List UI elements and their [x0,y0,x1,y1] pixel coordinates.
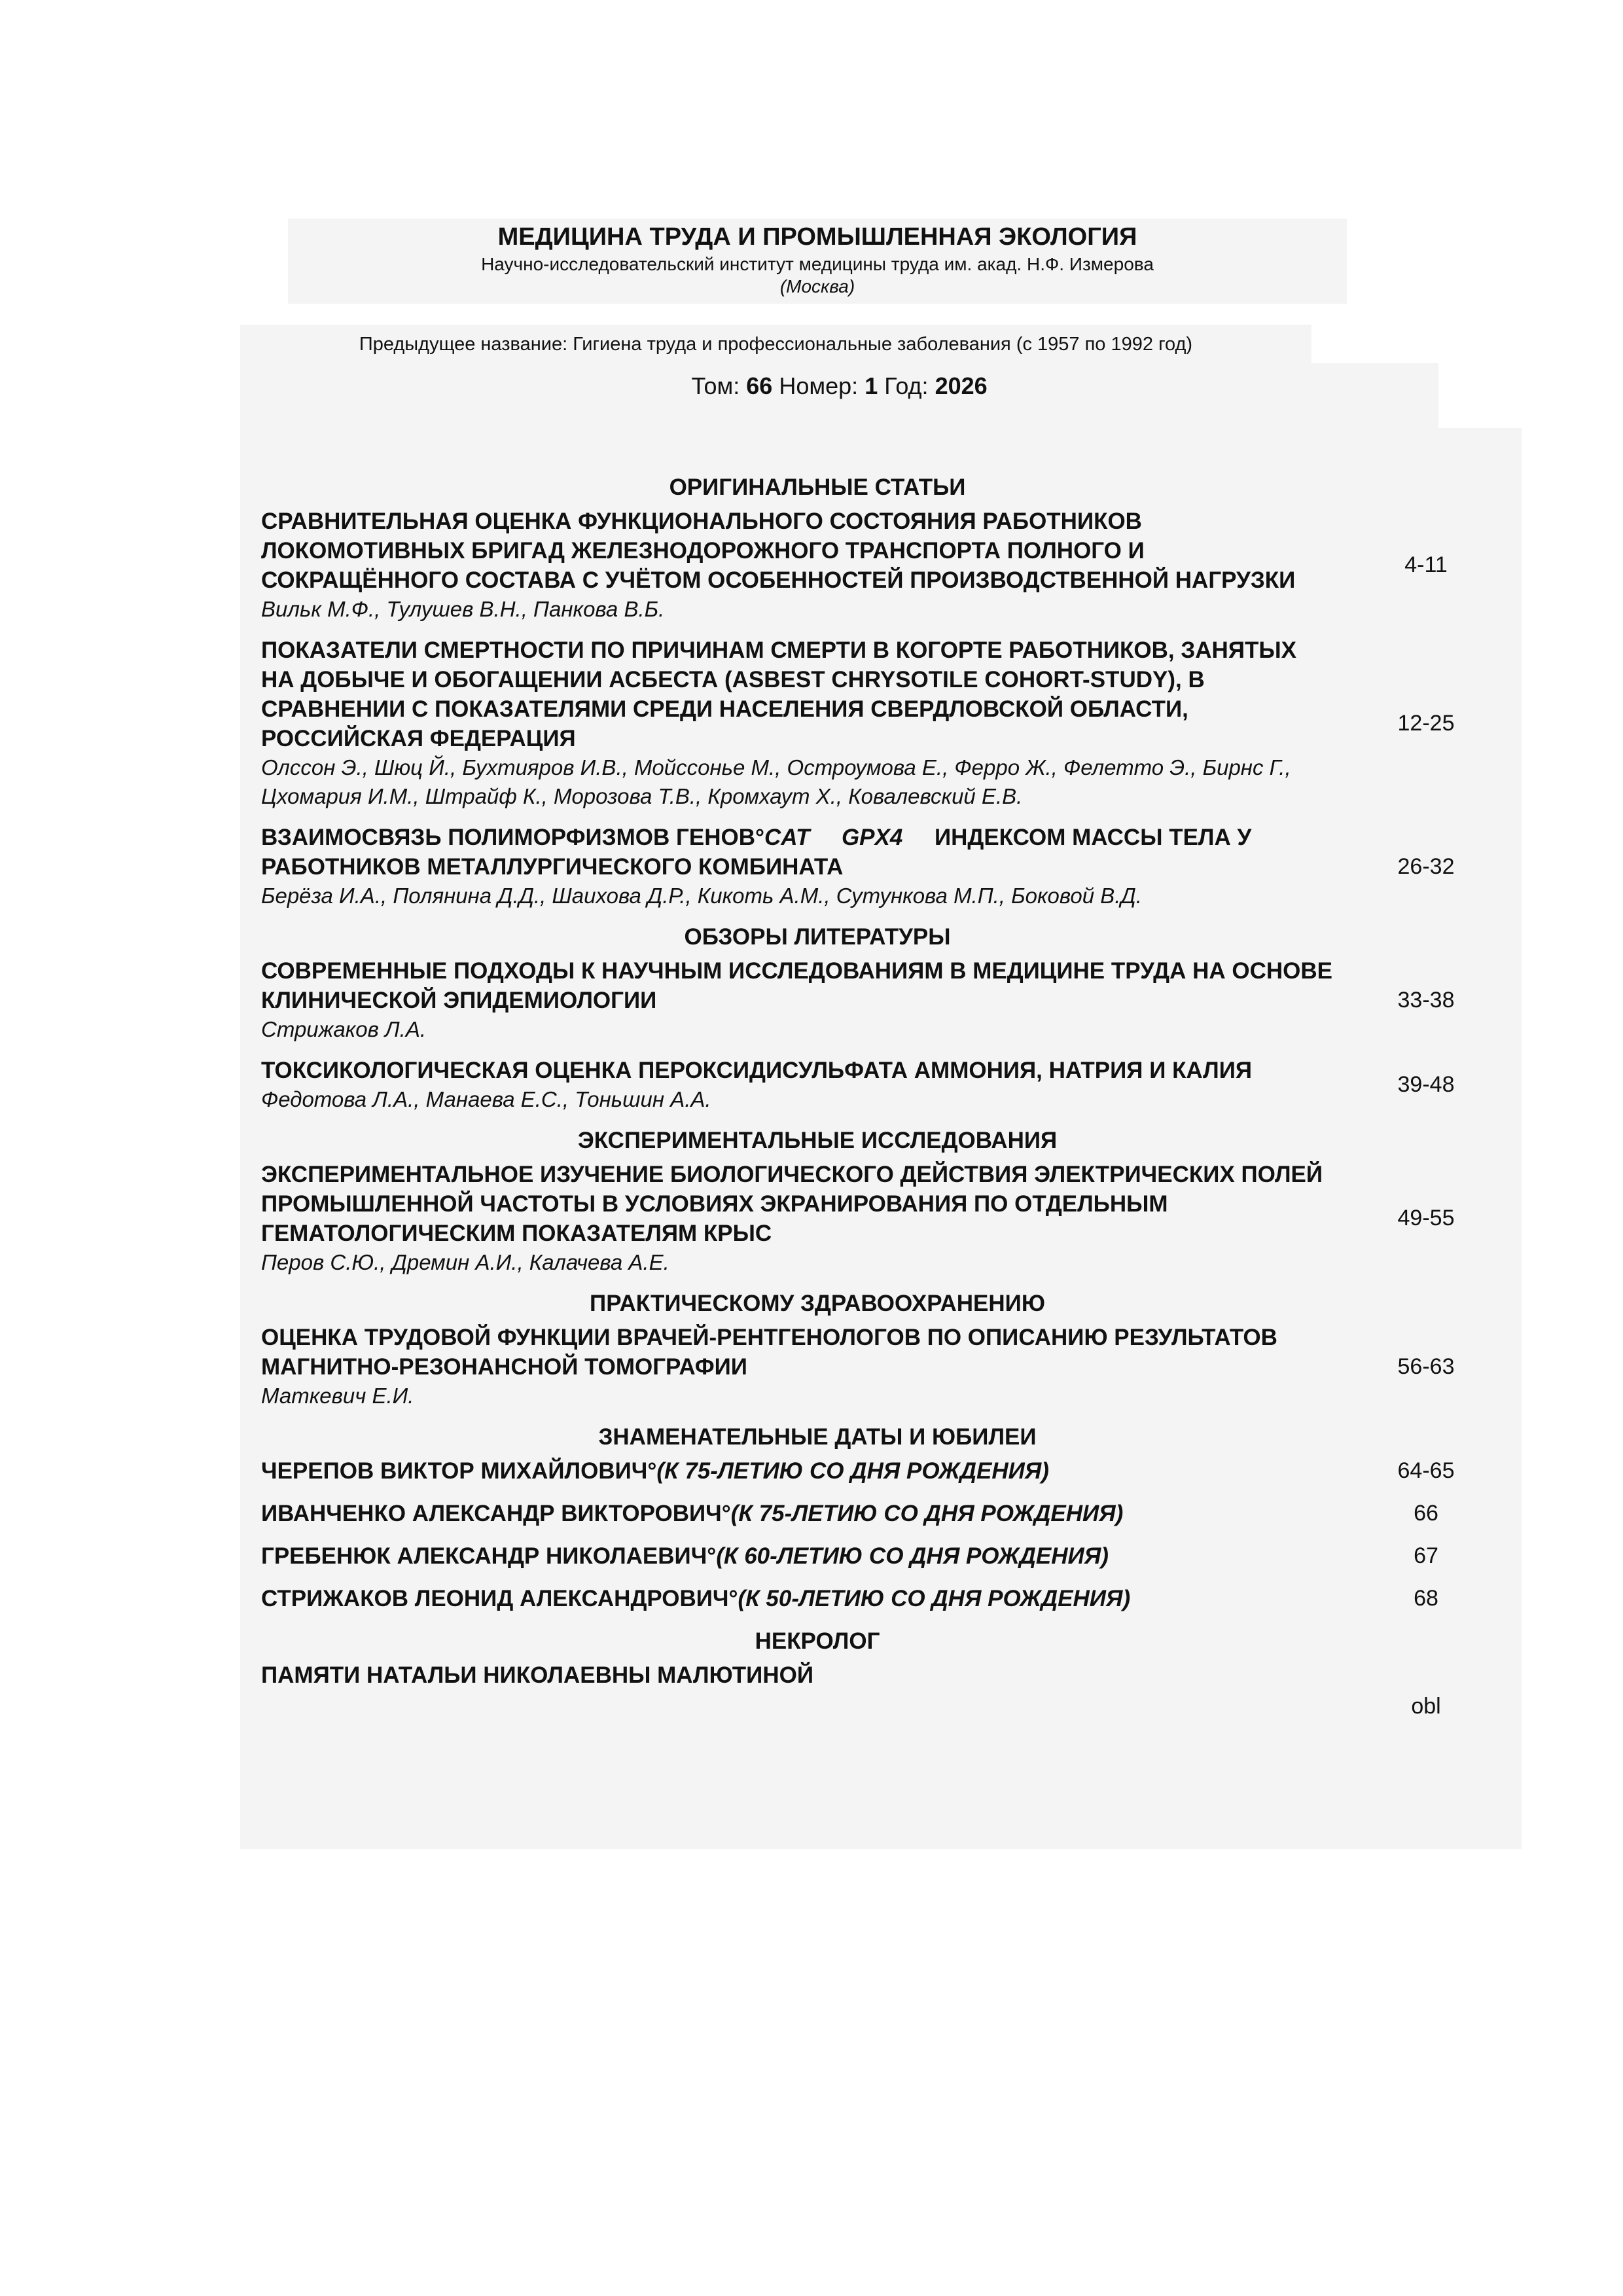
section-heading: ПРАКТИЧЕСКОМУ ЗДРАВООХРАНЕНИЮ [590,1291,1045,1316]
article-title[interactable] [261,1584,1334,1613]
gene-cat: CAT [764,825,810,850]
article-pages: 49-55 [1397,1206,1455,1230]
article-title[interactable] [261,1541,1334,1571]
volume: 66 [746,372,773,399]
article-authors: Олссон Э., Шюц Й., Бухтияров И.В., Мойссонье М., Остроумова Е., Ферро Ж., Фелетто Э., Бирнс Г., Цхомария И.М., Штрайф К., Морозова Т.В., Кромхаут Х., Ковалевский Е.В. [261,755,1291,808]
article-title[interactable] [261,1456,1334,1486]
article-title[interactable]: СОВРЕМЕННЫЕ ПОДХОДЫ К НАУЧНЫМ ИССЛЕДОВАНИЯМ В МЕДИЦИНЕ ТРУДА НА ОСНОВЕ КЛИНИЧЕСКОЙ ЭПИДЕМИОЛОГИИ [261,958,1332,1013]
article-title[interactable]: ПАМЯТИ НАТАЛЬИ НИКОЛАЕВНЫ МАЛЮТИНОЙ [261,1662,813,1688]
jubilee-entry[interactable] [261,1584,1505,1613]
article-pages: 56-63 [1397,1354,1455,1379]
article-pages: 39-48 [1397,1072,1455,1097]
jubilee-entry[interactable] [261,1499,1505,1528]
article-authors: Перов С.Ю., Дремин А.И., Калачева А.Е. [261,1250,669,1274]
jubilee-note: (К 50-ЛЕТИЮ СО ДНЯ РОЖДЕНИЯ) [738,1586,1131,1611]
section-heading: ОБЗОРЫ ЛИТЕРАТУРЫ [684,924,951,950]
jubilee-entry[interactable] [261,1541,1505,1571]
article-pages: 33-38 [1397,987,1455,1013]
person-name: ЧЕРЕПОВ ВИКТОР МИХАЙЛОВИЧ° [261,1458,657,1484]
journal-header [288,219,1347,304]
section-heading: ЭКСПЕРИМЕНТАЛЬНЫЕ ИССЛЕДОВАНИЯ [577,1128,1058,1153]
jubilee-entry[interactable] [261,1456,1505,1486]
article-entry[interactable] [261,823,1505,910]
article-entry[interactable] [261,1056,1505,1114]
number: 1 [865,372,878,399]
volume-label: Том: [691,372,740,399]
number-label: Номер: [779,372,859,399]
article-pages: obl [1411,1694,1441,1719]
article-pages: 67 [1414,1543,1438,1568]
article-authors: Стрижаков Л.А. [261,1017,427,1041]
title-part: ВЗАИМОСВЯЗЬ ПОЛИМОРФИЗМОВ ГЕНОВ° [261,825,764,850]
jubilee-note: (К 75-ЛЕТИЮ СО ДНЯ РОЖДЕНИЯ) [730,1501,1124,1526]
article-entry[interactable] [261,507,1505,624]
section-heading: НЕКРОЛОГ [755,1628,880,1654]
article-title[interactable]: ЭКСПЕРИМЕНТАЛЬНОЕ ИЗУЧЕНИЕ БИОЛОГИЧЕСКОГО ДЕЙСТВИЯ ЭЛЕКТРИЧЕСКИХ ПОЛЕЙ ПРОМЫШЛЕННОЙ ЧАСТОТЫ В УСЛОВИЯХ ЭКРАНИРОВАНИЯ ПО ОТДЕЛЬНЫМ ГЕМАТОЛОГИЧЕСКИМ ПОКАЗАТЕЛЯМ КРЫС [261,1162,1323,1246]
title-part: ИНДЕКСОМ МАССЫ ТЕЛА У РАБОТНИКОВ МЕТАЛЛУРГИЧЕСКОГО КОМБИНАТА [261,825,1252,880]
article-title[interactable]: ОЦЕНКА ТРУДОВОЙ ФУНКЦИИ ВРАЧЕЙ-РЕНТГЕНОЛОГОВ ПО ОПИСАНИЮ РЕЗУЛЬТАТОВ МАГНИТНО-РЕЗОНАНСНОЙ ТОМОГРАФИИ [261,1325,1277,1380]
city: (Москва) [779,276,855,296]
jubilee-note: (К 75-ЛЕТИЮ СО ДНЯ РОЖДЕНИЯ) [656,1458,1049,1484]
section-heading: ЗНАМЕНАТЕЛЬНЫЕ ДАТЫ И ЮБИЛЕИ [598,1424,1037,1450]
issue-info [240,363,1438,429]
person-name: ИВАНЧЕНКО АЛЕКСАНДР ВИКТОРОВИЧ° [261,1501,731,1526]
table-of-contents [240,428,1522,1849]
article-authors: Берёза И.А., Полянина Д.Д., Шаихова Д.Р., Кикоть А.М., Сутункова М.П., Боковой В.Д. [261,884,1142,908]
article-pages: 12-25 [1397,710,1455,736]
article-title[interactable]: СРАВНИТЕЛЬНАЯ ОЦЕНКА ФУНКЦИОНАЛЬНОГО СОСТОЯНИЯ РАБОТНИКОВ ЛОКОМОТИВНЫХ БРИГАД ЖЕЛЕЗНОДОРОЖНОГО ТРАНСПОРТА ПОЛНОГО И СОКРАЩЁННОГО СОСТАВА С УЧЁТОМ ОСОБЕННОСТЕЙ ПРОИЗВОДСТВЕННОЙ НАГРУЗКИ [261,509,1296,593]
institute-name: Научно-исследовательский институт медицины труда им. акад. Н.Ф. Измерова [481,254,1154,274]
article-entry[interactable] [261,1660,1505,1719]
year: 2026 [935,372,988,399]
person-name: СТРИЖАКОВ ЛЕОНИД АЛЕКСАНДРОВИЧ° [261,1586,738,1611]
jubilee-note: (К 60-ЛЕТИЮ СО ДНЯ РОЖДЕНИЯ) [716,1543,1109,1569]
article-entry[interactable] [261,1160,1505,1277]
article-pages: 68 [1414,1586,1438,1611]
article-title[interactable]: ПОКАЗАТЕЛИ СМЕРТНОСТИ ПО ПРИЧИНАМ СМЕРТИ В КОГОРТЕ РАБОТНИКОВ, ЗАНЯТЫХ НА ДОБЫЧЕ И ОБОГАЩЕНИИ АСБЕСТА (ASBEST CHRYSOTILE COHORT-STUDY), В СРАВНЕНИИ С ПОКАЗАТЕЛЯМИ СРЕДИ НАСЕЛЕНИЯ СВЕРДЛОВСКОЙ ОБЛАСТИ, РОССИЙСКАЯ ФЕДЕРАЦИЯ [261,637,1296,751]
year-label: Год: [884,372,929,399]
previous-name: Предыдущее название: Гигиена труда и профессиональные заболевания (с 1957 по 1992 год) [240,325,1311,364]
article-entry[interactable] [261,1323,1505,1410]
article-authors: Вильк М.Ф., Тулушев В.Н., Панкова В.Б. [261,597,665,621]
article-pages: 4-11 [1404,552,1448,577]
article-title[interactable]: ТОКСИКОЛОГИЧЕСКАЯ ОЦЕНКА ПЕРОКСИДИСУЛЬФАТА АММОНИЯ, НАТРИЯ И КАЛИЯ [261,1058,1253,1083]
journal-title: МЕДИЦИНА ТРУДА И ПРОМЫШЛЕННАЯ ЭКОЛОГИЯ [497,223,1137,251]
article-title[interactable] [261,1499,1334,1528]
article-title[interactable] [261,823,1334,882]
article-pages: 26-32 [1397,853,1455,879]
article-pages: 66 [1414,1501,1438,1526]
article-authors: Федотова Л.А., Манаева Е.С., Тоньшин А.А. [261,1087,711,1111]
person-name: ГРЕБЕНЮК АЛЕКСАНДР НИКОЛАЕВИЧ° [261,1543,717,1569]
article-pages: 64-65 [1397,1458,1455,1483]
section-heading: ОРИГИНАЛЬНЫЕ СТАТЬИ [669,475,966,500]
gene-gpx4: GPX4 [841,825,903,850]
article-entry[interactable] [261,956,1505,1044]
article-authors: Маткевич Е.И. [261,1384,414,1408]
article-entry[interactable] [261,636,1505,811]
